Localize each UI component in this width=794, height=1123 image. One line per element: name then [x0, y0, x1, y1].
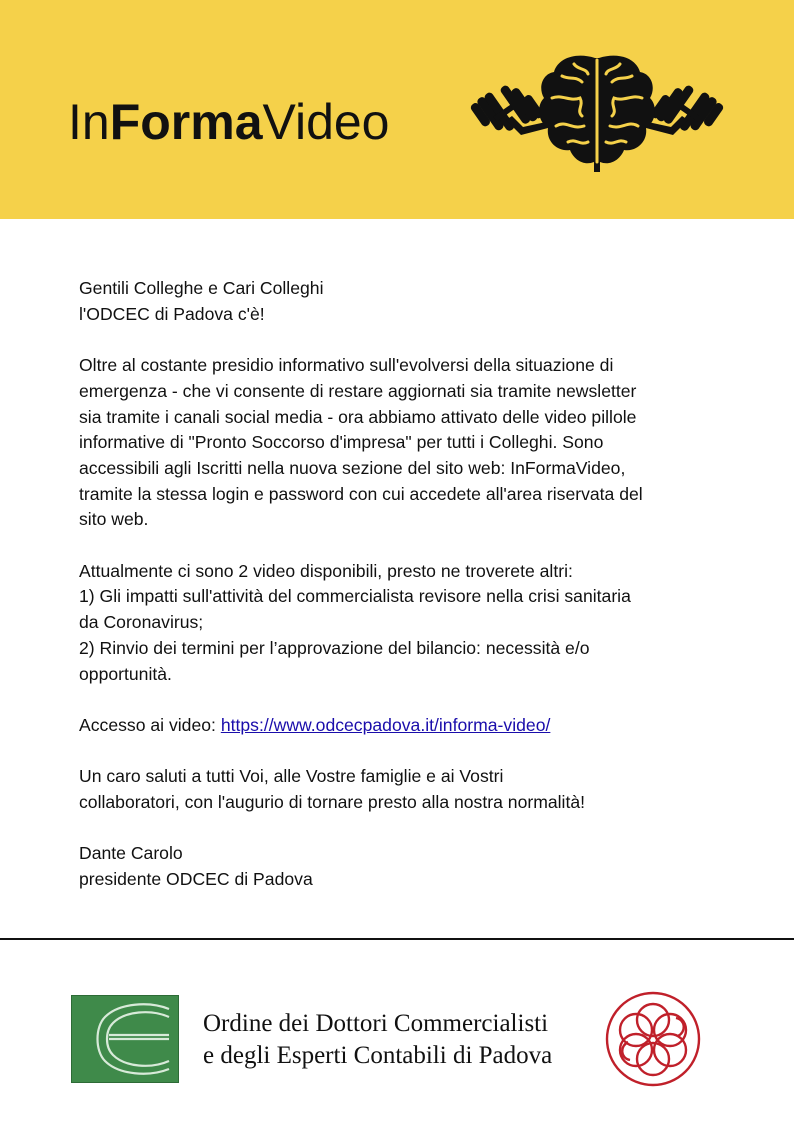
header-banner	[0, 0, 794, 219]
video-list-item: da Coronavirus;	[79, 612, 204, 633]
video-access-link[interactable]: https://www.odcecpadova.it/informa-video/	[220, 714, 551, 735]
brand-title: InFormaVideo	[68, 94, 390, 150]
signature	[79, 841, 719, 892]
org-line: Ordine dei Dottori Commercialisti	[203, 1010, 549, 1037]
text-line: tramite la stessa login e password con cui accedete all'area riservata del	[79, 483, 643, 504]
video-list-item: 2) Rinvio dei termini per l’approvazione del bilancio: necessità e/o	[79, 637, 590, 658]
text-line: collaboratori, con l'augurio di tornare presto alla nostra normalità!	[79, 792, 586, 812]
paragraph-intro	[79, 353, 719, 533]
text-line: sito web.	[79, 509, 149, 530]
paragraph-videos	[79, 559, 719, 688]
video-list-item: opportunità.	[79, 663, 172, 684]
text-line: accessibili agli Iscritti nella nuova sezione del sito web: InFormaVideo,	[79, 457, 626, 478]
brain-with-dumbbells-icon	[466, 50, 728, 180]
text-line: emergenza - che vi consente di restare aggiornati sia tramite newsletter	[79, 380, 637, 401]
organization-name	[203, 1008, 552, 1072]
letter-body	[79, 276, 719, 918]
footer-divider	[0, 938, 794, 940]
greeting	[79, 276, 719, 327]
text-line: Oltre al costante presidio informativo sull'evolversi della situazione di	[79, 355, 614, 376]
paragraph-closing	[79, 764, 719, 815]
signature-title: presidente ODCEC di Padova	[79, 869, 313, 890]
text-line: Un caro saluti a tutti Voi, alle Vostre famiglie e ai Vostri	[79, 766, 504, 787]
greeting-line: Gentili Colleghe e Cari Colleghi	[79, 278, 324, 298]
paragraph-access	[79, 713, 719, 739]
org-line: e degli Esperti Contabili di Padova	[203, 1042, 553, 1069]
greeting-line: l'ODCEC di Padova c'è!	[79, 303, 265, 324]
red-circles-seal-icon	[604, 990, 702, 1088]
signature-name: Dante Carolo	[79, 843, 183, 864]
text-line: sia tramite i canali social media - ora abbiamo attivato delle video pillole	[79, 406, 637, 427]
access-label: Accesso ai video:	[79, 714, 221, 735]
text-line: informative di "Pronto Soccorso d'impresa" per tutti i Colleghi. Sono	[79, 432, 604, 453]
text-line: Attualmente ci sono 2 video disponibili, presto ne troverete altri:	[79, 560, 573, 581]
video-list-item: 1) Gli impatti sull'attività del commercialista revisore nella crisi sanitaria	[79, 586, 631, 607]
odcec-green-logo-icon	[71, 995, 179, 1083]
